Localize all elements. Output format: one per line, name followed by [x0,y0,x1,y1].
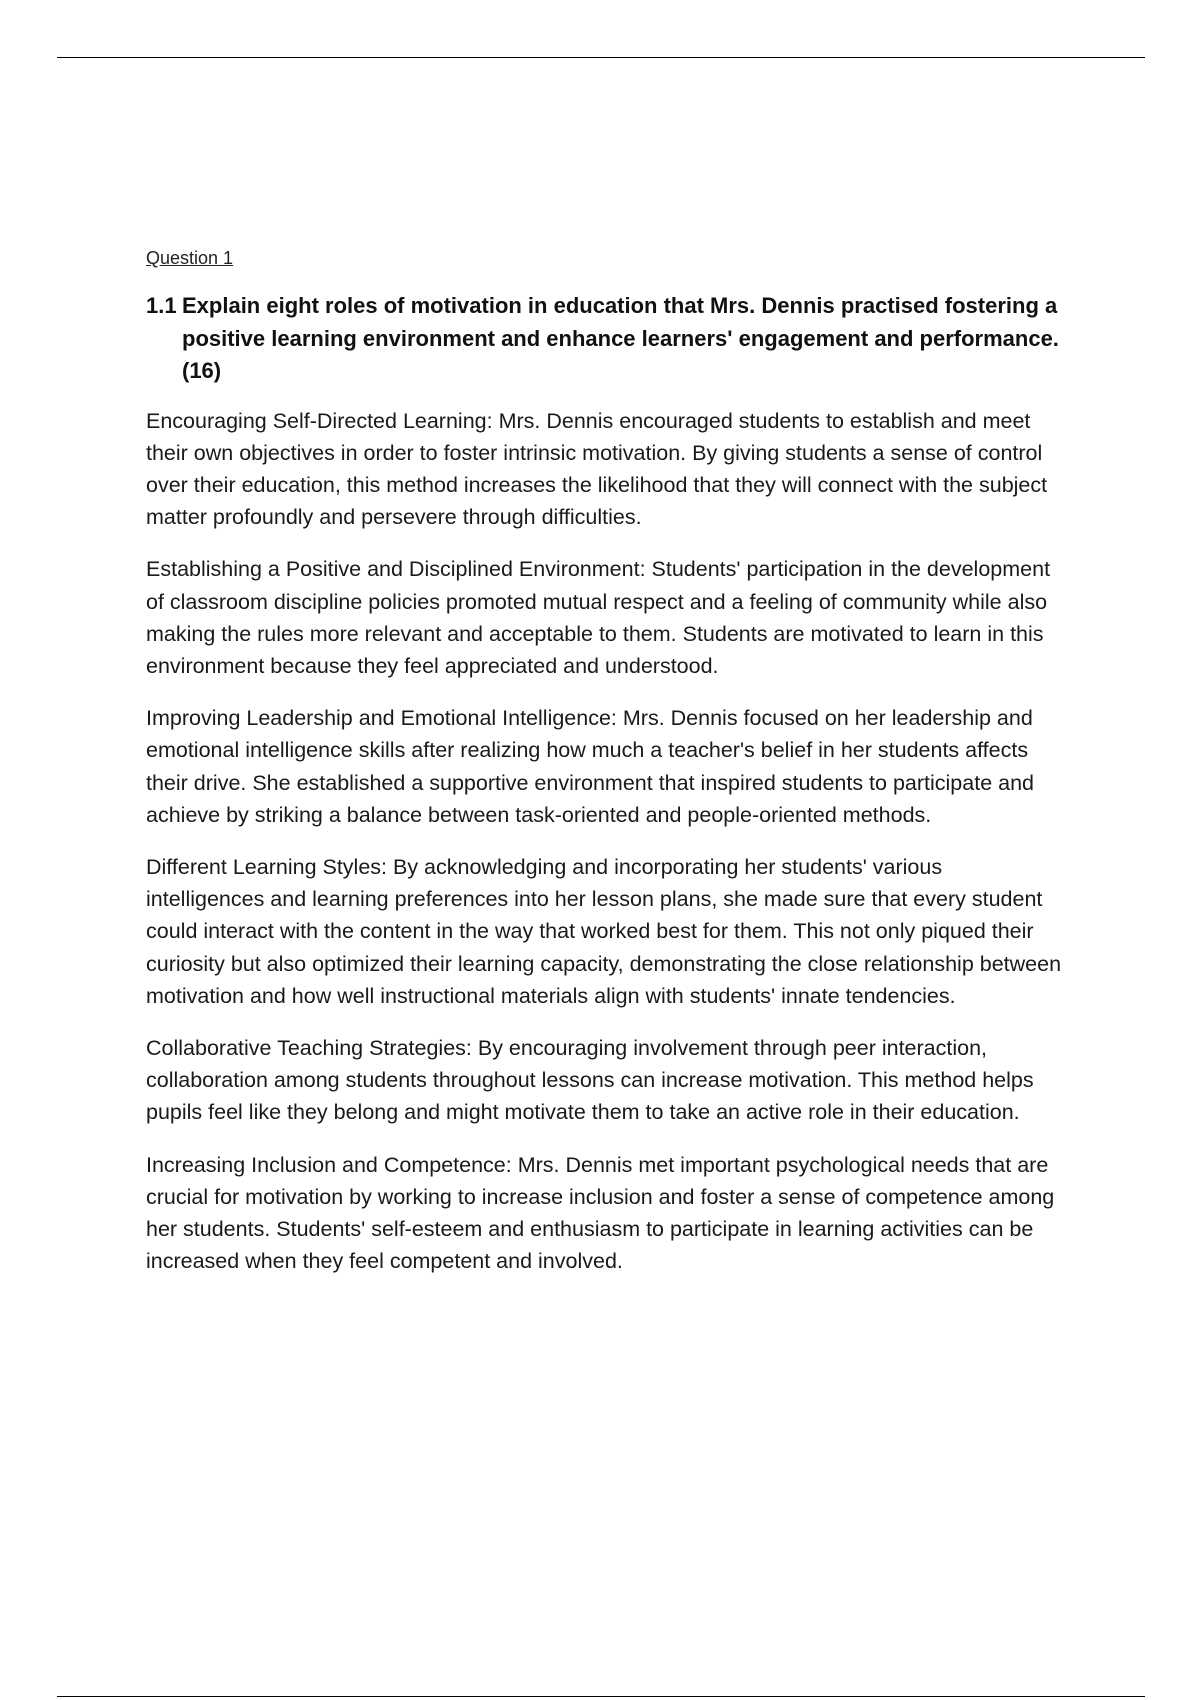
footer-rule [57,1696,1145,1697]
question-label: Question 1 [146,248,234,268]
heading-number: 1.1 [146,293,177,318]
document-body [146,248,1066,1297]
paragraph-learning-styles: Different Learning Styles: By acknowledging and incorporating her students' various intelligences and learning preferences into her lesson plans, she made sure that every student could interact with the content in the way that worked best for them. This not only piqued their curiosity but also optimized their learning capacity, demonstrating the close relationship between motivation and how well instructional materials align with students' innate tendencies. [146,854,1062,1008]
header-rule [57,57,1145,58]
paragraph-self-directed-learning: Encouraging Self-Directed Learning: Mrs. Dennis encouraged students to establish and meet their own objectives in order to foster intrinsic motivation. By giving students a sense of control over their education, this method increases the likelihood that they will connect with the subject matter profoundly and persevere through difficulties. [146,408,1048,530]
question-heading [146,290,1066,388]
heading-text: Explain eight roles of motivation in education that Mrs. Dennis practised fostering a positive learning environment and enhance learners' engagement and performance. (16) [182,293,1059,383]
paragraph-positive-environment: Establishing a Positive and Disciplined Environment: Students' participation in the development of classroom discipline policies promoted mutual respect and a feeling of community while also making the rules more relevant and acceptable to them. Students are motivated to learn in this environment because they feel appreciated and understood. [146,557,1051,678]
paragraph-inclusion-competence: Increasing Inclusion and Competence: Mrs. Dennis met important psychological needs that are crucial for motivation by working to increase inclusion and foster a sense of competence among her students. Students' self-esteem and enthusiasm to participate in learning activities can be increased when they feel competent and involved. [146,1152,1055,1274]
paragraph-collaborative-teaching: Collaborative Teaching Strategies: By encouraging involvement through peer interaction, collaboration among students throughout lessons can increase motivation. This method helps pupils feel like they belong and might motivate them to take an active role in their education. [146,1035,1034,1125]
paragraph-leadership-emotional-intelligence: Improving Leadership and Emotional Intelligence: Mrs. Dennis focused on her leadership and emotional intelligence skills after realizing how much a teacher's belief in her students affects their drive. She established a supportive environment that inspired students to participate and achieve by striking a balance between task-oriented and people-oriented methods. [146,706,1034,827]
